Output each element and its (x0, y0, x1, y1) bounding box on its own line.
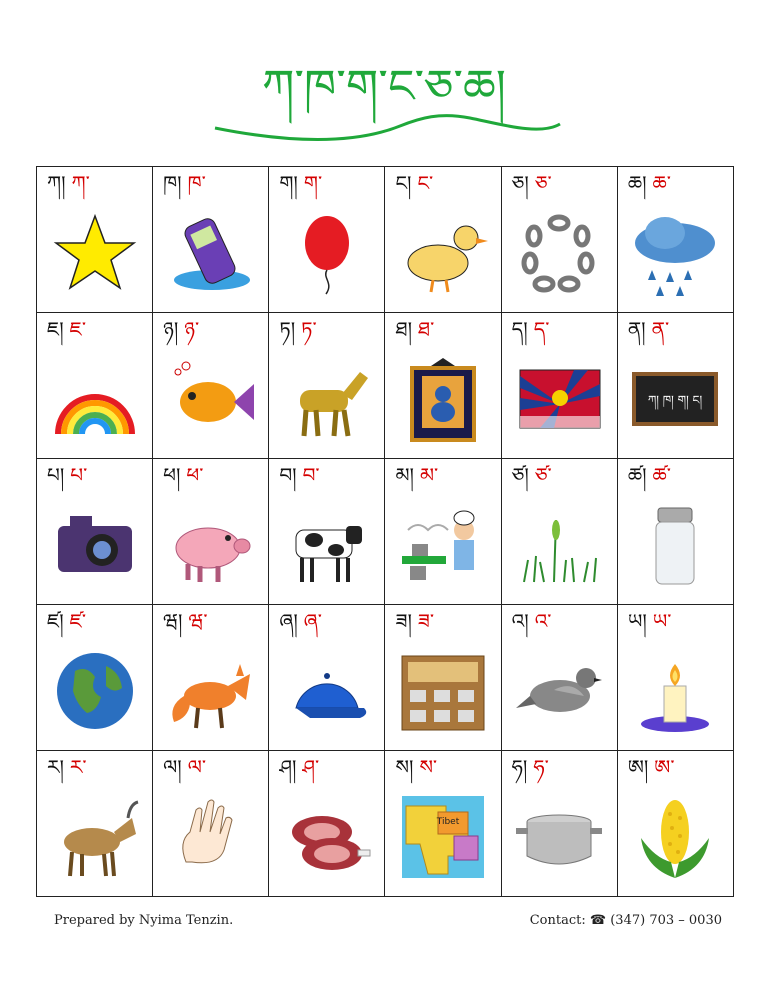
letter-black: ས། (395, 755, 414, 779)
map-label: Tibet (436, 816, 460, 827)
candle-icon (630, 646, 720, 736)
picture (281, 349, 372, 448)
picture (49, 349, 140, 448)
map-icon (398, 792, 488, 882)
picture (281, 495, 372, 594)
letter-label (628, 609, 672, 633)
letter-label (279, 755, 319, 779)
letter-cell (37, 751, 153, 897)
letter-red: ཅ་ (534, 171, 552, 195)
meat-icon (282, 792, 372, 882)
letter-label (512, 317, 550, 341)
letter-black: ཉ། (163, 317, 179, 341)
letter-black: ཅ། (511, 171, 529, 195)
star-icon (50, 208, 140, 298)
letter-label (163, 317, 199, 341)
letter-label (279, 463, 319, 487)
letter-black: ཙ། (511, 463, 529, 487)
picture (49, 495, 140, 594)
cook-icon (398, 500, 488, 590)
rain-cloud-icon (630, 208, 720, 298)
chain-icon (514, 208, 604, 298)
prepared-by: Prepared by Nyima Tenzin. (54, 913, 234, 928)
letter-cell (618, 751, 734, 897)
letter-cell (502, 167, 618, 313)
cap-icon (282, 646, 372, 736)
letter-black: ཝ། (163, 609, 183, 633)
letter-label (163, 755, 206, 779)
letter-cell (269, 459, 385, 605)
letter-cell (385, 605, 501, 751)
letter-black: པ། (47, 463, 65, 487)
blackboard-text: ཀ། ཁ། ག། ང། (648, 392, 703, 407)
footer (54, 913, 722, 933)
grass-icon (514, 500, 604, 590)
picture (514, 349, 605, 448)
letter-cell (502, 751, 618, 897)
picture (281, 641, 372, 740)
letter-label (47, 463, 87, 487)
letter-red: ཐ་ (418, 317, 435, 341)
picture (630, 641, 721, 740)
letter-label (395, 463, 438, 487)
letter-label (628, 755, 675, 779)
letter-cell (37, 605, 153, 751)
letter-cell (37, 313, 153, 459)
fox-icon (166, 646, 256, 736)
letter-label (512, 609, 552, 633)
letter-black: ཞ། (279, 609, 298, 633)
picture (165, 203, 256, 302)
letter-cell (385, 459, 501, 605)
pig-icon (166, 500, 256, 590)
letter-black: འ། (511, 609, 529, 633)
picture (514, 495, 605, 594)
letter-black: ཡ། (627, 609, 647, 633)
letter-red: ཚ་ (652, 463, 671, 487)
letter-black: ཁ། (163, 171, 182, 195)
letter-black: བ། (279, 463, 297, 487)
letter-label (395, 609, 434, 633)
picture (630, 349, 721, 448)
letter-label (279, 609, 322, 633)
letter-black: ཆ། (627, 171, 647, 195)
picture (397, 641, 488, 740)
letter-cell (269, 605, 385, 751)
letter-label (628, 317, 669, 341)
picture (514, 203, 605, 302)
letter-label (395, 755, 437, 779)
letter-cell (37, 167, 153, 313)
contact-label: Contact: (529, 913, 586, 928)
letter-black: ཀ། (47, 171, 66, 195)
thangka-icon (398, 354, 488, 444)
letter-red: ར་ (69, 755, 87, 779)
picture (630, 495, 721, 594)
letter-cell (269, 751, 385, 897)
letter-label (279, 171, 322, 195)
letter-black: ཇ། (47, 317, 64, 341)
letter-cell (618, 605, 734, 751)
corn-icon (630, 792, 720, 882)
contact (530, 913, 722, 928)
letter-cell (502, 605, 618, 751)
camera-icon (50, 500, 140, 590)
mobile-phone-icon (166, 208, 256, 298)
letter-black: ཛ། (47, 609, 64, 633)
duck-icon (398, 208, 488, 298)
letter-red: བ་ (302, 463, 320, 487)
picture (49, 787, 140, 886)
letter-red: ཤ་ (302, 755, 320, 779)
letter-cell (153, 751, 269, 897)
picture (281, 787, 372, 886)
letter-red: ཞ་ (303, 609, 322, 633)
letter-black: ཕ། (163, 463, 181, 487)
letter-label (47, 317, 86, 341)
letter-label (163, 609, 207, 633)
hand-icon (166, 792, 256, 882)
letter-cell (153, 167, 269, 313)
horse-icon (282, 354, 372, 444)
letter-red: ཆ་ (652, 171, 671, 195)
cow-icon (282, 500, 372, 590)
letter-cell (153, 313, 269, 459)
letter-cell (153, 605, 269, 751)
letter-red: ཁ་ (187, 171, 206, 195)
letter-red: ཟ་ (417, 609, 435, 633)
fish-icon (166, 354, 256, 444)
letter-red: ཀ་ (71, 171, 90, 195)
picture (397, 203, 488, 302)
letter-red: མ་ (419, 463, 439, 487)
letter-label (628, 171, 671, 195)
picture (630, 787, 721, 886)
letter-black: ཐ། (395, 317, 413, 341)
letter-cell (269, 167, 385, 313)
letter-red: ཛ་ (69, 609, 87, 633)
letter-red: ག་ (303, 171, 323, 195)
letter-red: ས་ (419, 755, 438, 779)
letter-black: ང། (395, 171, 412, 195)
picture (630, 203, 721, 302)
letter-red: ཧ་ (533, 755, 549, 779)
letter-cell (618, 459, 734, 605)
letter-red: ཝ་ (188, 609, 208, 633)
picture (49, 203, 140, 302)
letter-cell (385, 167, 501, 313)
picture (165, 349, 256, 448)
picture (165, 641, 256, 740)
letter-cell (153, 459, 269, 605)
letter-label (279, 317, 316, 341)
letter-red: ཉ་ (184, 317, 200, 341)
tibet-flag-icon (514, 354, 604, 444)
letter-cell (385, 313, 501, 459)
letter-red: ཕ་ (186, 463, 204, 487)
salt-shaker-icon (630, 500, 720, 590)
picture (281, 203, 372, 302)
letter-black: ལ། (163, 755, 182, 779)
letter-cell (618, 313, 734, 459)
letter-black: ཟ། (395, 609, 412, 633)
letter-label (628, 463, 671, 487)
letter-red: ཙ་ (534, 463, 552, 487)
blackboard-icon (630, 354, 720, 444)
letter-red: ཏ་ (301, 317, 317, 341)
picture (514, 641, 605, 740)
letter-red: འ་ (534, 609, 552, 633)
letter-label (163, 463, 203, 487)
letter-red: ད་ (533, 317, 550, 341)
letter-cell (385, 751, 501, 897)
letter-label (395, 317, 434, 341)
letter-red: ན་ (651, 317, 670, 341)
page-title (0, 40, 768, 150)
picture (165, 495, 256, 594)
letter-black: ཤ། (279, 755, 297, 779)
letter-red: པ་ (70, 463, 88, 487)
letter-cell (269, 313, 385, 459)
letter-cell (502, 313, 618, 459)
letter-label (47, 171, 90, 195)
letter-label (395, 171, 433, 195)
picture (397, 349, 488, 448)
letter-black: ན། (627, 317, 646, 341)
letter-red: ལ་ (187, 755, 207, 779)
letter-label (512, 755, 549, 779)
phone-icon: ☎ (589, 913, 607, 928)
pot-icon (514, 792, 604, 882)
picture (397, 787, 488, 886)
letter-label (47, 609, 86, 633)
letter-red: ཇ་ (69, 317, 87, 341)
pigeon-icon (514, 646, 604, 736)
picture (397, 495, 488, 594)
letter-red: ཡ་ (652, 609, 672, 633)
letter-cell (37, 459, 153, 605)
letter-label (47, 755, 87, 779)
letter-black: ཨ། (627, 755, 649, 779)
letter-black: ཧ། (511, 755, 528, 779)
letter-black: ཚ། (627, 463, 647, 487)
letter-black: མ། (395, 463, 414, 487)
title-swash (215, 116, 560, 140)
picture (514, 787, 605, 886)
balloon-icon (282, 208, 372, 298)
goat-icon (50, 792, 140, 882)
letter-label (512, 171, 552, 195)
phone-number: (347) 703 – 0030 (610, 913, 722, 928)
alphabet-grid (36, 166, 734, 897)
picture (49, 641, 140, 740)
letter-cell (618, 167, 734, 313)
letter-label (512, 463, 552, 487)
dining-hall-icon (398, 646, 488, 736)
letter-red: ང་ (417, 171, 434, 195)
title-text: ཀ་ཁ་ག་ང་ཅ་ཆ། (261, 59, 507, 113)
letter-red: ཨ་ (654, 755, 675, 779)
letter-black: ད། (511, 317, 528, 341)
letter-black: ག། (279, 171, 298, 195)
picture (165, 787, 256, 886)
letter-black: ཏ། (279, 317, 296, 341)
letter-cell (502, 459, 618, 605)
globe-icon (50, 646, 140, 736)
letter-label (163, 171, 206, 195)
letter-black: ར། (47, 755, 64, 779)
rainbow-icon (50, 354, 140, 444)
